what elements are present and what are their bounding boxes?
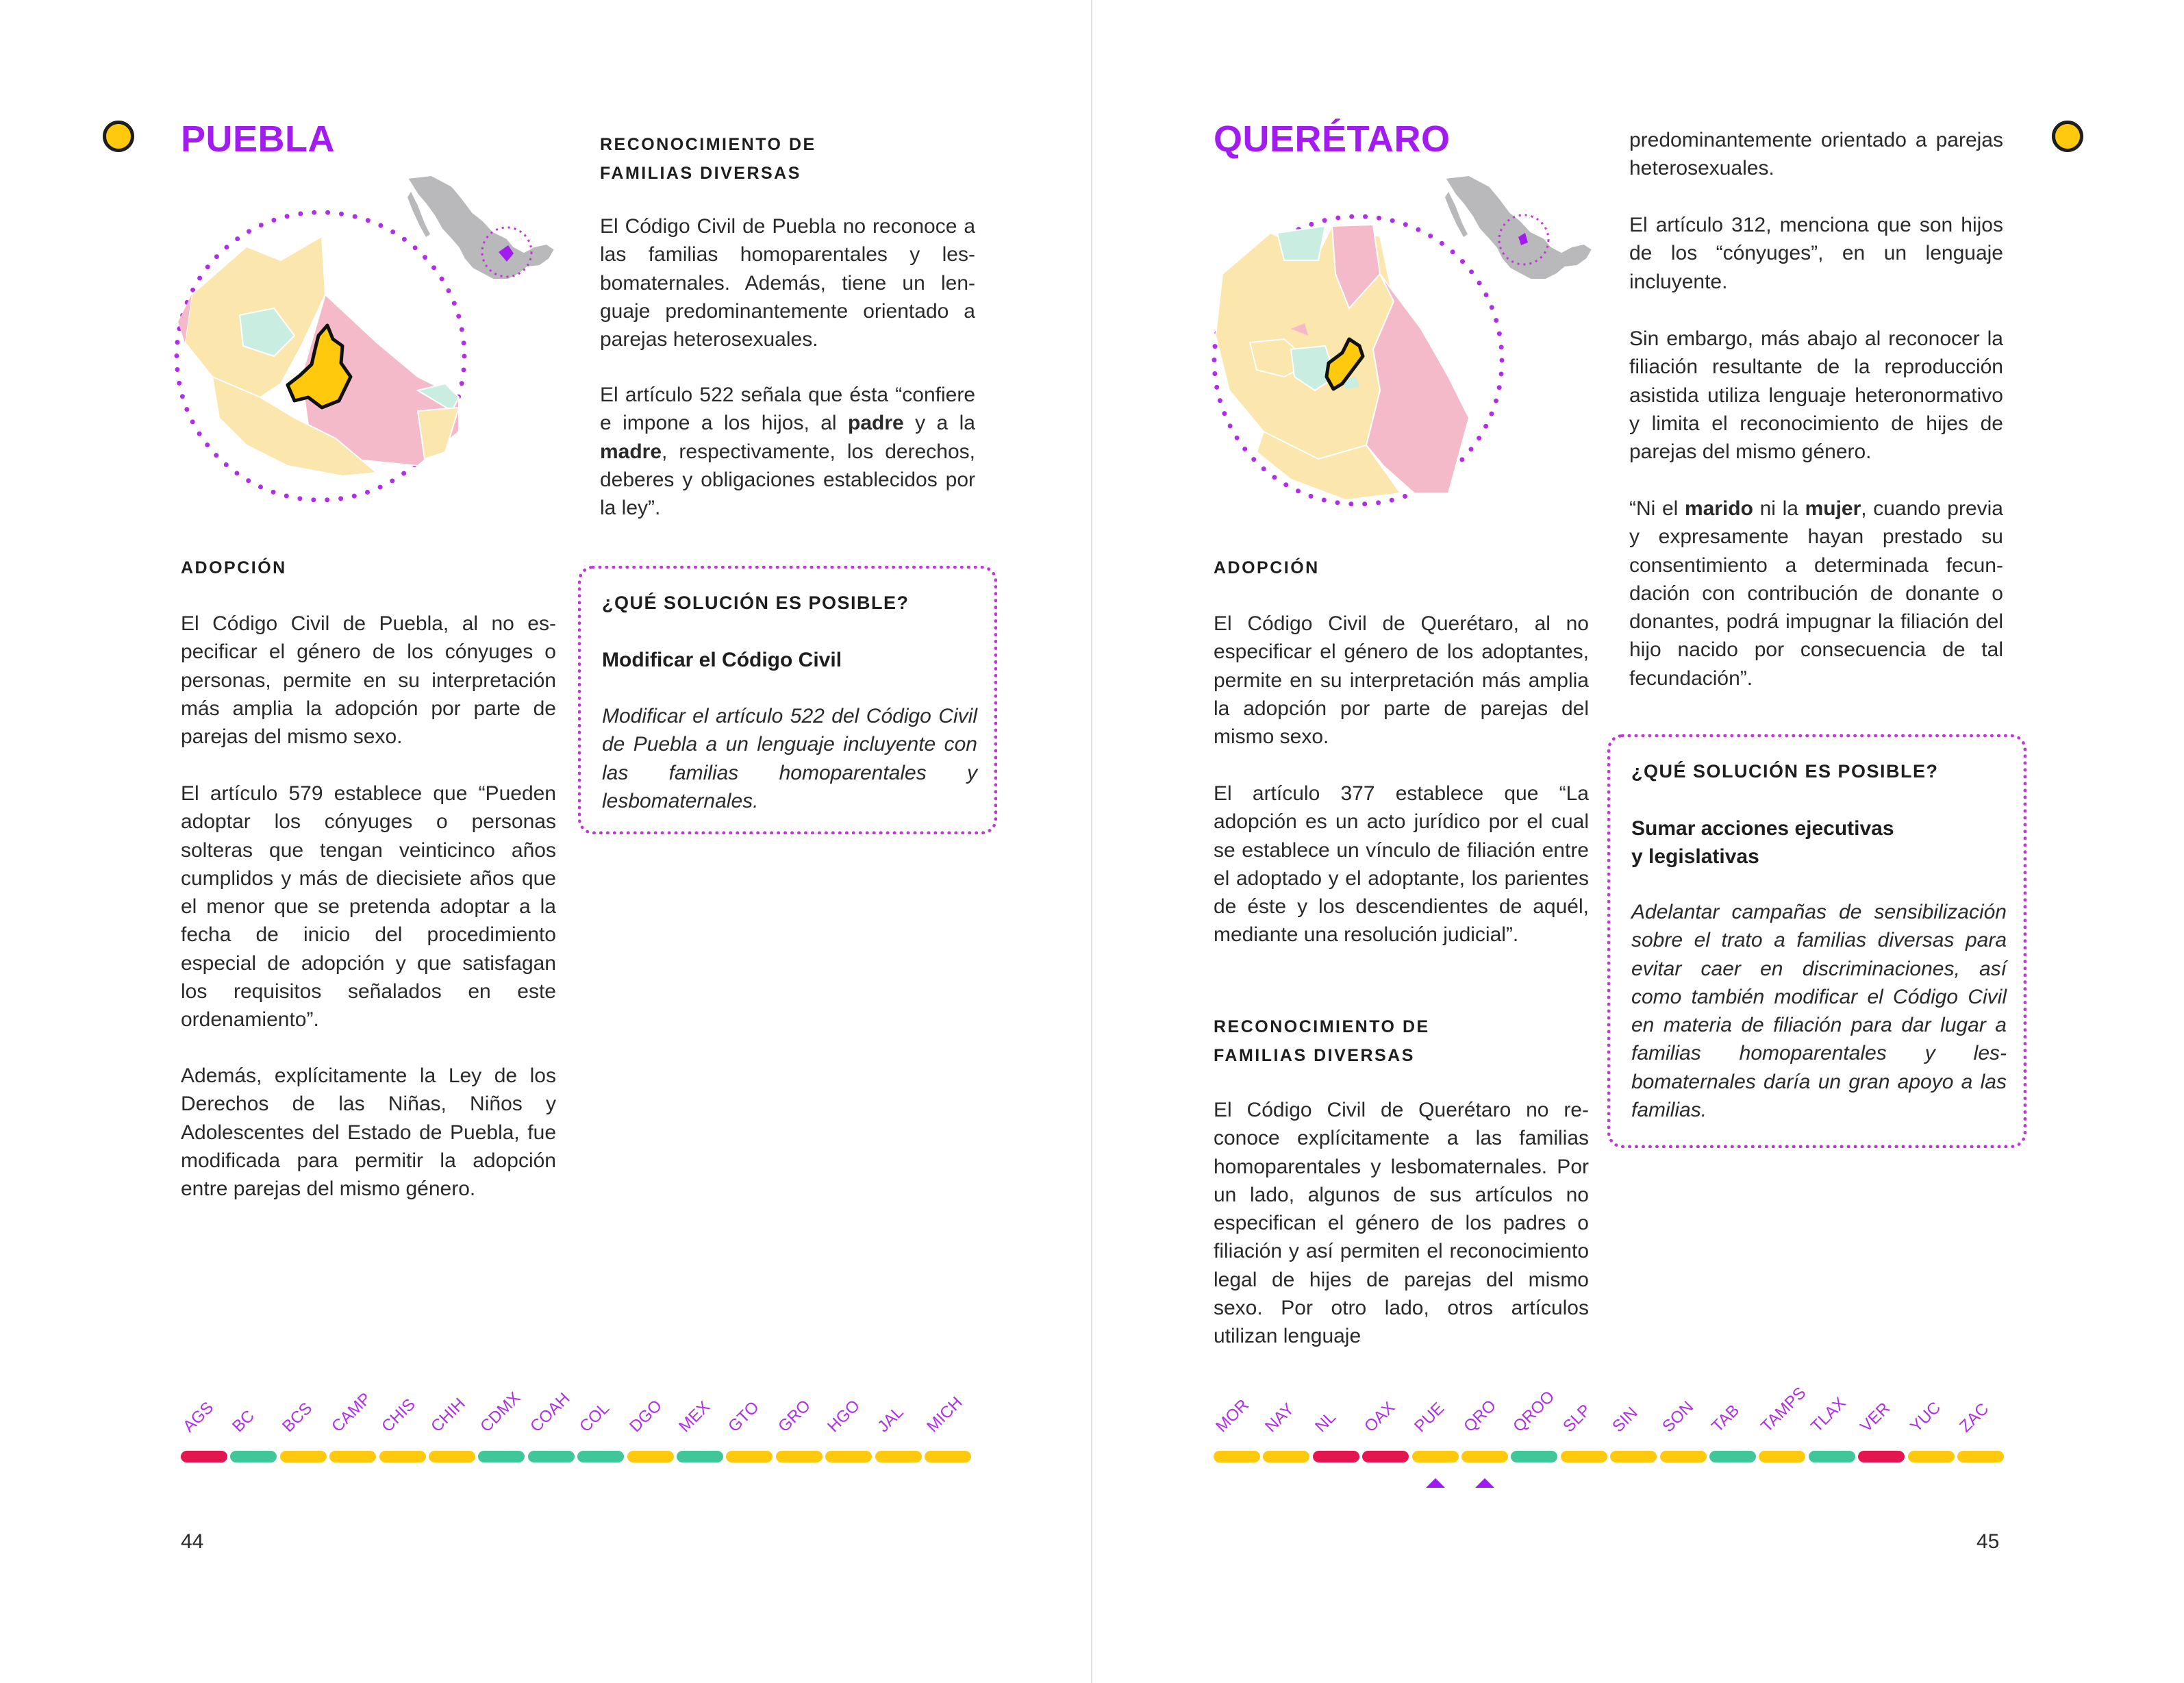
legend-label-qro: QRO [1460, 1396, 1500, 1436]
legend-label-camp: CAMP [328, 1389, 375, 1436]
legend-segment-mex [677, 1451, 723, 1462]
legend-segment-cdmx [478, 1451, 525, 1462]
adopcion-paragraph-3: Además, explícitamente la Ley de los Derechos de las Niñas, Niños y Adolescentes del Estado de Puebla, fue modificada para permitir la adopción entre parejas del mismo género. [181, 1064, 556, 1201]
reconocimiento-paragraph-2 [600, 381, 975, 522]
reconocimiento-paragraph-1: El Código Civil de Puebla no reconoce a las familias homoparentales y lesbomaternales. Además, tiene un lenguaje predominantemente orientado a parejas heterosexuales. [600, 215, 975, 351]
legend-segment-tlax [1809, 1451, 1855, 1462]
reconocimiento-heading [600, 130, 816, 188]
legend-label-bcs: BCS [278, 1399, 316, 1436]
legend-segment-bc [230, 1451, 277, 1462]
legend-segment-gro [776, 1451, 823, 1462]
reconocimiento-heading-line-2: FAMILIAS DIVERSAS [1214, 1046, 1415, 1065]
legend-label-col: COL [576, 1399, 614, 1436]
legend-segment-nl [1313, 1451, 1359, 1462]
legend-label-mich: MICH [923, 1393, 966, 1436]
mexico-inset-map-icon [1445, 175, 1592, 279]
legend-label-coah: COAH [526, 1389, 574, 1436]
reconocimiento-heading [1214, 1012, 1430, 1070]
text-run: , respectivamente, los derechos, deberes y obligaciones establecidos por la ley”. [600, 440, 975, 520]
legend-label-tab: TAB [1708, 1401, 1744, 1436]
reconocimiento-heading-line-1: RECONOCIMIENTO DE [1214, 1017, 1430, 1036]
bold-term-marido: marido [1684, 497, 1753, 520]
legend-segment-qroo [1511, 1451, 1557, 1462]
legend-segment-hgo [825, 1451, 872, 1462]
legend-segment-tab [1709, 1451, 1756, 1462]
legend-label-dgo: DGO [625, 1396, 666, 1436]
legend-segment-pue [1412, 1451, 1459, 1462]
reconocimiento-heading-line-2: FAMILIAS DIVERSAS [600, 164, 801, 183]
legend-segment-mich [925, 1451, 971, 1462]
legend-label-cdmx: CDMX [477, 1388, 525, 1436]
legend-label-qroo: QROO [1509, 1387, 1559, 1436]
legend-segment-tamps [1759, 1451, 1805, 1462]
legend-label-ver: VER [1857, 1399, 1894, 1436]
legend-label-nay: NAY [1262, 1399, 1298, 1436]
text-run: y a la [903, 412, 975, 435]
legend-segment-gto [726, 1451, 773, 1462]
legend-label-yuc: YUC [1906, 1398, 1944, 1436]
adopcion-heading: ADOPCIÓN [1214, 558, 1320, 577]
legend-label-jal: JAL [873, 1402, 907, 1436]
legend-segment-yuc [1908, 1451, 1955, 1462]
solucion-text: Modificar el artículo 522 del Código Civil de Puebla a un lenguaje incluyente con las familias homoparentales y lesbomaternales. [602, 705, 977, 812]
bold-term-mujer: mujer [1805, 497, 1861, 520]
solucion-title: Modificar el Código Civil [602, 649, 842, 671]
reconocimiento-paragraph-1-continued: predominantemente orientado a parejas heterosexuales. [1629, 129, 2003, 180]
legend-label-pue: PUE [1410, 1399, 1448, 1436]
legend-segment-camp [329, 1451, 376, 1462]
section-dot-icon [103, 121, 134, 152]
legend-label-tlax: TLAX [1807, 1393, 1850, 1436]
legend-label-gro: GRO [774, 1396, 814, 1436]
legend-segment-dgo [627, 1451, 674, 1462]
legend-label-oax: OAX [1361, 1398, 1399, 1436]
legend-label-chis: CHIS [377, 1395, 419, 1436]
adopcion-paragraph-2: El artículo 377 establece que “La adopción es un acto jurídico por el cual se establece un vínculo de filiación entre el adoptado y el adoptante, los parientes de éste y los descendientes de aquél, mediante una resolución judicial”. [1214, 782, 1589, 947]
legend-segment-oax [1362, 1451, 1409, 1462]
legend-label-zac: ZAC [1956, 1399, 1993, 1436]
state-map-queretaro [1209, 171, 1599, 527]
state-status-legend [179, 1388, 972, 1462]
reconocimiento-heading-line-1: RECONOCIMIENTO DE [600, 135, 816, 154]
legend-segment-sin [1610, 1451, 1657, 1462]
legend-segment-qro [1461, 1451, 1508, 1462]
right-page [1092, 0, 2184, 1683]
text-run: , cuando previa y expresamente hayan prestado su consentimiento a determinada fecundación con contribución de donante o donantes, podrá impugnar la filiación del hijo nacido por consecuencia de tal fecundación”. [1629, 497, 2003, 690]
legend-label-hgo: HGO [824, 1396, 864, 1436]
legend-segment-col [577, 1451, 624, 1462]
mexico-inset-map-icon [407, 175, 555, 279]
legend-segment-son [1660, 1451, 1707, 1462]
adopcion-heading: ADOPCIÓN [181, 558, 287, 577]
legend-label-son: SON [1658, 1397, 1697, 1436]
legend-segment-jal [875, 1451, 922, 1462]
reconocimiento-paragraph-3: Sin embargo, más abajo al reconocer la filiación resultante de la reproducción asistida utiliza lenguaje heteronormativo y limita el reconocimiento de hijes de parejas del mismo género. [1629, 327, 2003, 464]
bold-term-madre: madre [600, 440, 662, 463]
page-number: 44 [181, 1530, 204, 1553]
current-state-marker-icon [1426, 1478, 1445, 1488]
legend-label-ags: AGS [179, 1398, 218, 1436]
current-state-marker-icon [1475, 1478, 1494, 1488]
text-run: “Ni el [1629, 497, 1685, 520]
legend-segment-chih [429, 1451, 475, 1462]
section-dot-icon [2052, 121, 2083, 152]
legend-segment-ags [181, 1451, 227, 1462]
bold-term-padre: padre [848, 412, 904, 435]
solucion-question: ¿QUÉ SOLUCIÓN ES POSIBLE? [602, 593, 909, 613]
solucion-box [1607, 734, 2026, 1148]
legend-segment-zac [1957, 1451, 2004, 1462]
legend-label-mor: MOR [1212, 1395, 1253, 1436]
adopcion-paragraph-1: El Código Civil de Querétaro, al no especificar el género de los adoptantes, permite en su interpretación más amplia la adopción por parte de parejas del mismo sexo. [1214, 612, 1589, 749]
state-map-puebla [171, 171, 562, 527]
legend-segment-mor [1214, 1451, 1260, 1462]
legend-label-slp: SLP [1559, 1401, 1595, 1436]
state-status-legend [1212, 1383, 2005, 1462]
legend-label-nl: NL [1311, 1408, 1340, 1436]
reconocimiento-paragraph-1: El Código Civil de Querétaro no reconoce explícitamente a las familias homoparentales y lesbomaternales. Por un lado, algunos de sus artículos no especifican el género de los padres o filiación y así permiten el reconocimiento legal de hijes de parejas del mismo sexo. Por otro lado, otros artículos utilizan lenguaje [1214, 1099, 1589, 1348]
legend-label-mex: MEX [675, 1397, 714, 1436]
page-title: PUEBLA [181, 119, 336, 160]
legend-segment-slp [1561, 1451, 1607, 1462]
text-run: El artículo 522 señala que ésta “confiere e impone a los hijos, al [600, 384, 975, 435]
reconocimiento-paragraph-4 [1629, 495, 2003, 693]
page-title: QUERÉTARO [1214, 119, 1451, 160]
legend-segment-chis [379, 1451, 426, 1462]
legend-label-bc: BC [229, 1406, 259, 1436]
legend-label-chih: CHIH [427, 1394, 469, 1436]
legend-label-gto: GTO [725, 1397, 764, 1436]
adopcion-paragraph-2: El artículo 579 establece que “Pueden adoptar los cónyuges o personas solteras que tengan veinticinco años cumplidos y más de diecisiete años que el menor que se pretenda adoptar a la fecha de inicio del procedimiento especial de adopción y que satisfagan los requisitos señalados en este ordenamiento”. [181, 782, 556, 1032]
solucion-title: Sumar acciones ejecutivas y legislativas [1631, 817, 1894, 868]
text-run: ni la [1753, 497, 1805, 520]
solucion-box [578, 566, 997, 834]
solucion-question: ¿QUÉ SOLUCIÓN ES POSIBLE? [1631, 761, 1939, 782]
reconocimiento-paragraph-2: El artículo 312, menciona que son hijos de los “cónyuges”, en un lenguaje incluyente. [1629, 214, 2003, 293]
legend-label-tamps: TAMPS [1757, 1383, 1810, 1436]
solucion-text: Adelantar campañas de sensibilización sobre el trato a familias diversas para evitar caer en discriminaciones, así como también modificar el Código Civil en materia de filiación para dar lugar a familias homoparentales y lesbomaternales daría un gran apoyo a las familias. [1631, 901, 2007, 1122]
adopcion-paragraph-1: El Código Civil de Puebla, al no especificar el género de los cónyuges o personas, permite en su interpretación más amplia la adopción por parte de parejas del mismo sexo. [181, 612, 556, 749]
legend-segment-coah [528, 1451, 575, 1462]
legend-segment-ver [1858, 1451, 1905, 1462]
page-number: 45 [1976, 1530, 2000, 1553]
legend-label-sin: SIN [1609, 1403, 1642, 1436]
legend-segment-nay [1263, 1451, 1309, 1462]
legend-segment-bcs [280, 1451, 327, 1462]
